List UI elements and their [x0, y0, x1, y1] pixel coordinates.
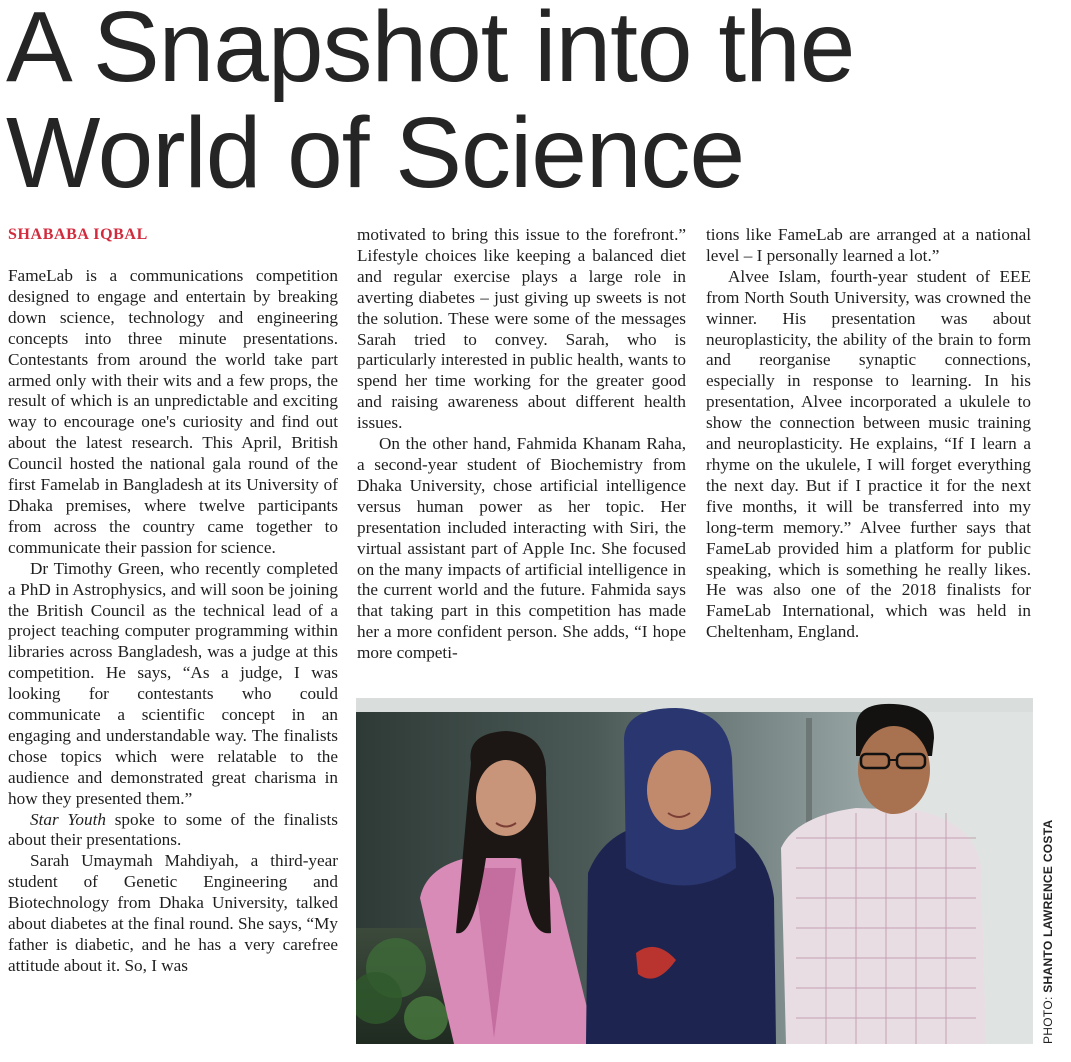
photo-credit-label: PHOTO: — [1041, 992, 1055, 1044]
paragraph-text: spoke to some of the finalists about their presentations. — [8, 809, 338, 850]
finalists-photo — [356, 698, 1033, 1044]
byline: SHABABA IQBAL — [8, 226, 148, 243]
article-column-3 — [706, 225, 1031, 643]
paragraph: Alvee Islam, fourth-year student of EEE from North South University, was crowned the winner. His presentation was about neuroplasticity, the ability of the brain to form and reorganise synaptic connections, especially in response to learning. In his presentation, Alvee incorporated a ukulele to show the connection between music training and neuroplasticity. He explains, “If I learn a rhyme on the ukulele, I will forget everything the next day. But if I practice it for the next five months, it will be transferred into my long-term memory.” Alvee further says that FameLab provided him a platform for public speaking, which is something he really likes. He was also one of the 2018 finalists for FameLab International, which was held in Cheltenham, England. — [706, 266, 1031, 642]
headline — [6, 0, 1066, 209]
photo-illustration — [356, 698, 1033, 1044]
photo-credit — [1041, 794, 1055, 1044]
headline-line-1: A Snapshot into the — [6, 0, 855, 103]
photo-credit-name: SHANTO LAWRENCE COSTA — [1041, 819, 1055, 993]
paragraph: Sarah Umaymah Mahdiyah, a third-year student of Genetic Engineering and Biotechnology from Dhaka University, talked about diabetes at the final round. She says, “My father is diabetic, and he has a very carefree attitude about it. So, I was — [8, 851, 338, 975]
paragraph: tions like FameLab are arranged at a national level – I personally learned a lot.” — [706, 225, 1031, 265]
paragraph — [8, 810, 338, 852]
paragraph: FameLab is a communications competition designed to engage and entertain by breaking down science, technology and engineering concepts into three minute presentations. Contestants from around the world take part armed only with their wits and a few props, the result of which is an unpredictable and exciting way to encourage one's curiosity and find out about the latest research. This April, British Council hosted the national gala round of the first Famelab in Bangladesh at its University of Dhaka premises, where twelve participants from across the country came together to communicate their passion for science. — [8, 266, 338, 557]
publication-name: Star Youth — [30, 809, 106, 829]
paragraph: On the other hand, Fahmida Khanam Raha, a second-year student of Biochemistry from Dhaka University, chose artificial intelligence versus human power as her topic. Her presentation included interacting with Siri, the virtual assistant part of Apple Inc. She focused on the many impacts of artificial intelligence in the current world and the future. Fahmida says that taking part in this competition has made her a more confident person. She adds, “I hope more competi- — [357, 434, 686, 663]
article-column-2 — [357, 225, 686, 664]
article-column-1 — [8, 266, 338, 977]
headline-line-2: World of Science — [6, 97, 745, 209]
paragraph: Dr Timothy Green, who recently completed a PhD in Astrophysics, and will soon be joining the British Council as the technical lead of a project teaching computer programming within libraries across Bangladesh, was a judge at this competition. He says, “As a judge, I was looking for contestants who could communicate a scientific concept in an engaging and understandable way. The finalists chose topics which were relatable to the audience and demonstrated great charisma in how they presented them.” — [8, 558, 338, 808]
paragraph: motivated to bring this issue to the forefront.” Lifestyle choices like keeping a balanced diet and regular exercise plays a large role in averting diabetes – just giving up sweets is not the solution. These were some of the messages Sarah tried to convey. Sarah, who is particularly interested in public health, wants to spend her time working for the greater good and raising awareness about different health issues. — [357, 225, 686, 433]
